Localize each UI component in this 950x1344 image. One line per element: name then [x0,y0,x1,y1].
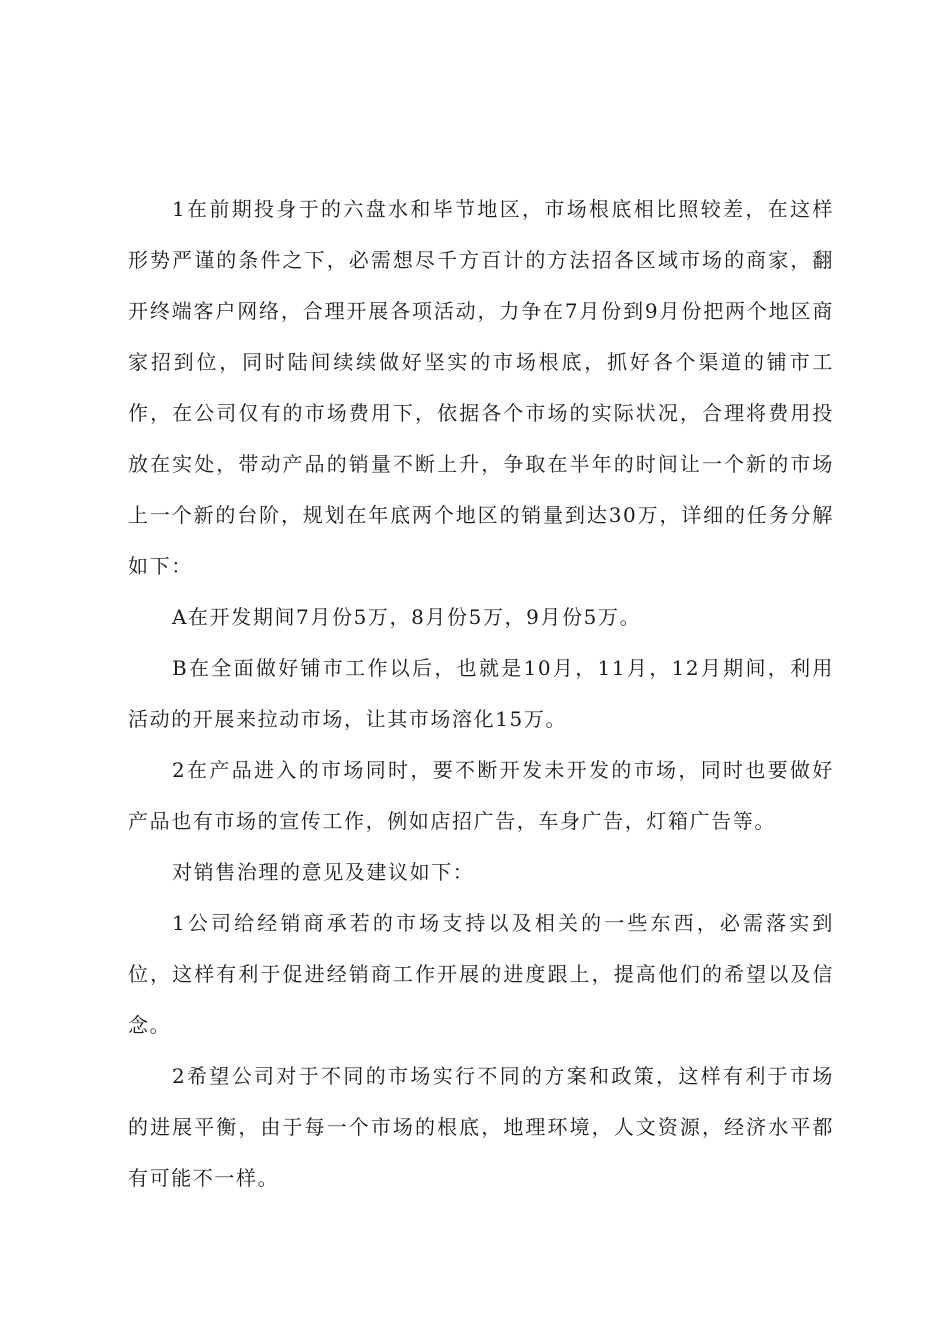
document-body [128,184,834,1204]
paragraph-market-plan: 1在前期投身于的六盘水和毕节地区，市场根底相比照较差，在这样形势严谨的条件之下，必需想尽千方百计的方法招各区域市场的商家，翻开终端客户网络，合理开展各项活动，力争在7月份到9月份把两个地区商家招到位，同时陆间续续做好坚实的市场根底，抓好各个渠道的铺市工作，在公司仅有的市场费用下，依据各个市场的实际状况，合理将费用投放在实处，带动产品的销量不断上升，争取在半年的时间让一个新的市场上一个新的台阶，规划在年底两个地区的销量到达30万，详细的任务分解如下： [128,197,834,578]
paragraph-market-development: 2在产品进入的市场同时，要不断开发未开发的市场，同时也要做好产品也有市场的宣传工作，例如店招广告，车身广告，灯箱广告等。 [128,758,834,833]
paragraph-suggestions-heading: 对销售治理的意见及建议如下： [172,860,475,884]
paragraph-plan-a: A在开发期间7月份5万，8月份5万，9月份5万。 [172,605,642,629]
paragraph-suggestion-2: 2希望公司对于不同的市场实行不同的方案和政策，这样有利于市场的进展平衡，由于每一个市场的根底，地理环境，人文资源，经济水平都有可能不一样。 [128,1064,834,1190]
paragraph-suggestion-1: 1公司给经销商承若的市场支持以及相关的一些东西，必需落实到位，这样有利于促进经销商工作开展的进度跟上，提高他们的希望以及信念。 [128,911,834,1037]
paragraph-plan-b: B在全面做好铺市工作以后，也就是10月，11月，12月期间，利用活动的开展来拉动市场，让其市场溶化15万。 [128,656,834,731]
